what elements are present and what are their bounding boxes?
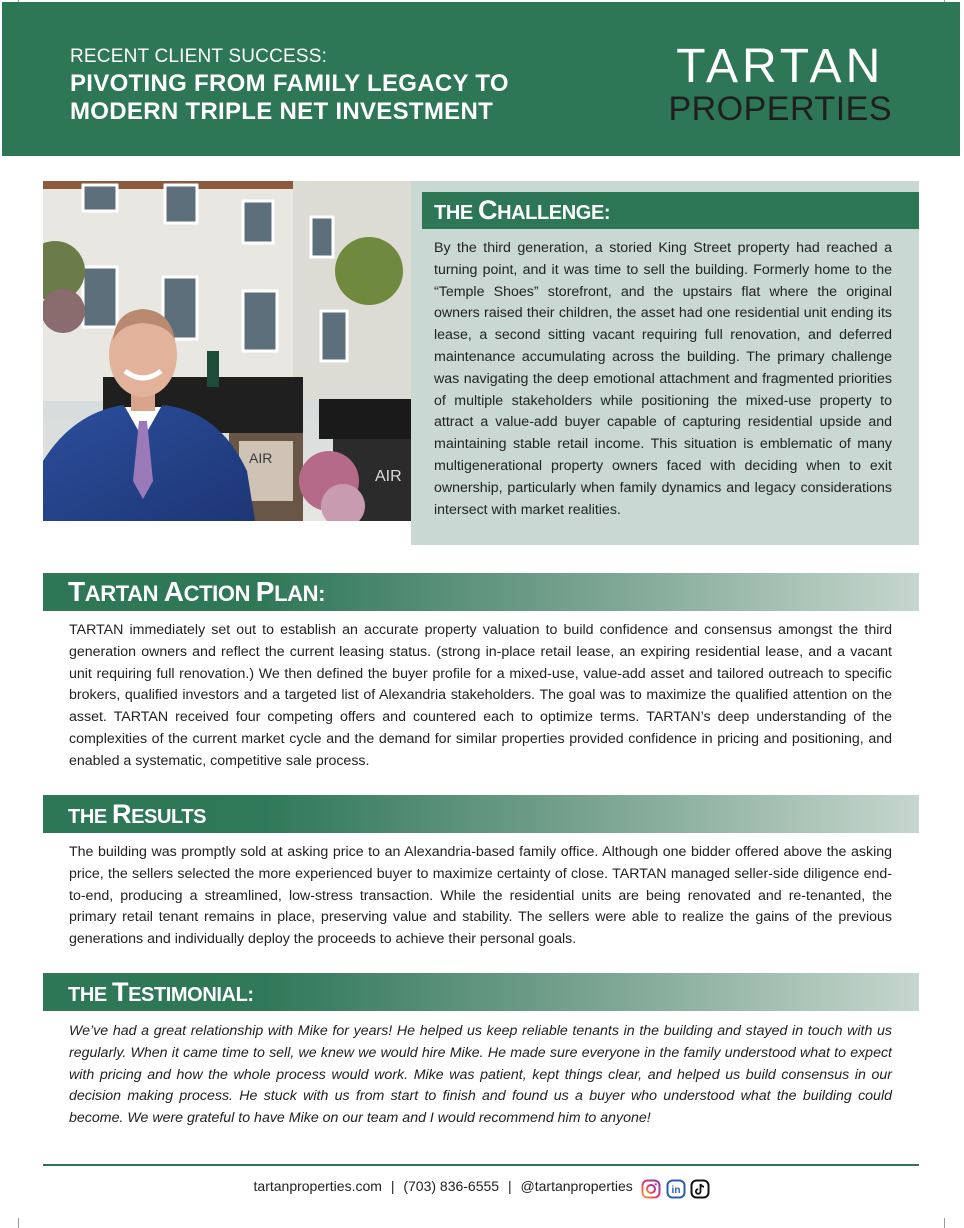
social-handle[interactable]: @tartanproperties [520, 1178, 633, 1194]
challenge-heading [422, 192, 919, 232]
action-plan-heading [43, 573, 919, 613]
heading-part: A [163, 576, 184, 607]
headline-line: PIVOTING FROM FAMILY LEGACY TO [70, 70, 509, 97]
footer [0, 1174, 964, 1199]
header-banner [2, 2, 960, 156]
page-title [70, 70, 590, 126]
heading-part: THE [68, 984, 112, 1006]
crop-mark [944, 1218, 945, 1228]
heading-part: T [68, 576, 85, 607]
heading-part: ARTAN [84, 581, 164, 606]
crop-mark [18, 1218, 19, 1228]
footer-divider [43, 1164, 919, 1166]
logo-wordmark-bottom: PROPERTIES [668, 90, 892, 128]
heading-part: THE [68, 806, 112, 828]
website-link[interactable]: tartanproperties.com [253, 1178, 382, 1194]
action-plan-heading-bar [43, 573, 919, 611]
tiktok-icon[interactable] [690, 1179, 710, 1199]
testimonial-quote: We’ve had a great relationship with Mike for years! He helped us keep reliable tenants in the building and stayed in touch with us regularly. When it came time to sell, we knew we would hire Mike. He made sure everyone in the family understood what to expect with pricing and how the whole process would work. Mike was patient, kept things clear, and helped us build consensus in our decision making process. He stuck with us from start to finish and found us a buyer who understood what the building could become. We were grateful to have Mike on our team and I would recommend him to anyone! [69, 1023, 892, 1127]
challenge-body: By the third generation, a storied King Street property had reached a turning point, and it was time to sell the building. Formerly home to the “Temple Shoes” storefront, and the upstairs flat where the original owners raised their children, the asset had one residential unit ending its lease, a second sitting vacant requiring full renovation, and deferred maintenance accumulating across the building. The primary challenge was navigating the deep emotional attachment and fragmented priorities of multiple stakeholders while positioning the mixed-use property to attract a value-add buyer capable of capturing residential upside and maintaining stable retail income. This situation is emblematic of many multigenerational property owners faced with deciding when to exit ownership, particularly when family dynamics and legacy considerations intersect with market realities. [434, 240, 892, 518]
heading-part: HALLENGE: [497, 202, 611, 224]
results-heading [43, 795, 919, 836]
challenge-heading-bar [422, 192, 919, 229]
heading-part: P [255, 576, 275, 607]
storefront-window-text: AIR [375, 468, 402, 485]
heading-part: LAN: [274, 581, 326, 606]
footer-separator: | [390, 1178, 395, 1194]
linkedin-icon[interactable] [666, 1179, 686, 1199]
results-body: The building was promptly sold at asking price to an Alexandria-based family office. Although one bidder offered above the asking price, the sellers selected the more experienced buyer to maximize certainty of close. TARTAN managed seller-side diligence end-to-end, producing a streamlined, low-stress transaction. While the residential units are being renovated and re-tenanted, the primary retail tenant remains in place, preserving value and stability. The sellers were able to realize the gains of the previous generations and individually deploy the proceeds to achieve their personal goals. [69, 844, 892, 948]
testimonial-heading-bar [43, 973, 919, 1011]
footer-separator: | [507, 1178, 512, 1194]
storefront-sign-text: AIR [249, 450, 273, 466]
client-photo [43, 181, 411, 521]
building-with-person-image [43, 181, 411, 521]
svg-text:in: in [671, 1184, 681, 1196]
heading-part: T [111, 977, 129, 1007]
action-plan-body: TARTAN immediately set out to establish an accurate property valuation to build confidence and consensus amongst the third generation owners and reflect the current leasing status. (strong in-place retail lease, an expiring residential lease, and a vacant unit requiring full renovation.) We then defined the buyer profile for a mixed-use, value-add asset and tailored outreach to specific brokers, qualified investors and a targeted list of Alexandria stakeholders. The goal was to maximize the qualified attention on the asset. TARTAN received four competing offers and countered each to optimize terms. TARTAN’s deep understanding of the complexities of the current market cycle and the demand for similar properties provided confidence in pricing and positioning, and enabled a systematic, competitive sale process. [69, 622, 892, 769]
kicker: RECENT CLIENT SUCCESS: [70, 46, 328, 67]
heading-part: ESTIMONIAL: [128, 984, 254, 1006]
social-icons [640, 1175, 711, 1199]
heading-part: C [477, 195, 498, 225]
phone-number[interactable]: (703) 836-6555 [403, 1178, 500, 1194]
results-heading-bar [43, 795, 919, 833]
instagram-icon[interactable] [641, 1179, 661, 1199]
tartan-logo [668, 42, 892, 126]
heading-part: ESULTS [131, 806, 207, 828]
heading-part: THE [434, 202, 478, 224]
heading-part: CTION [183, 581, 256, 606]
headline-line: MODERN TRIPLE NET INVESTMENT [70, 98, 494, 125]
logo-wordmark-top: TARTAN [676, 40, 885, 93]
testimonial-heading [43, 973, 919, 1014]
heading-part: R [111, 799, 132, 829]
